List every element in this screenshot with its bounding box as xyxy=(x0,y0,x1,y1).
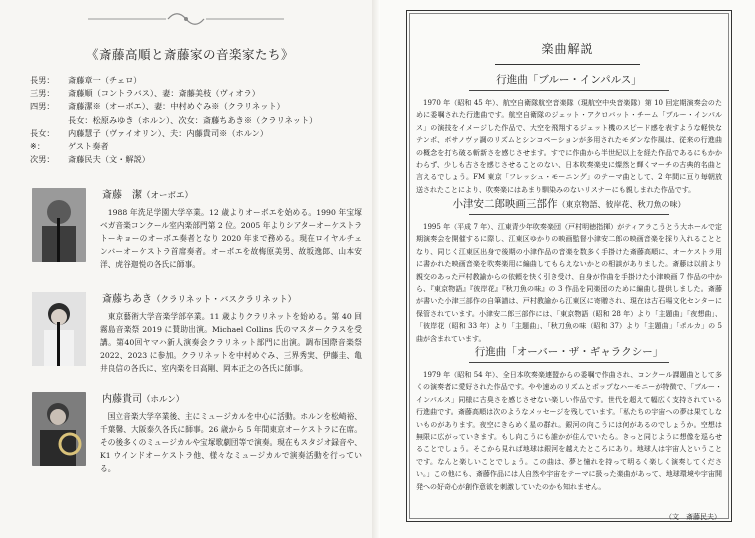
piece-text: 1995 年（平成 7 年）、江東青少年吹奏楽団（戸村明徳指揮）がティアラこうとう大ホールで定期演奏会を開催するに際し、江東区ゆかりの映画監督小津安二郎の映画音楽を採り入れることとなり、同じく江東区出身で後期の小津作品の音楽を数多く手掛けた斎藤高順に、オーケストラ用に書かれた映画音楽を吹奏楽用に編曲してもらえないかとの相談がありました。斎藤は以前より親交のあった戸村教諭からの依頼を快く引き受け、自身が作曲を手掛けた小津映画 7 作品の中から、『東京物語』『彼岸花』『秋刀魚の味』の 3 作品を同楽団のために編曲し提供しました。斎藤が書いた小津三部作の自筆譜は、戸村教諭から江東区に寄贈され、現在は古石場文化センターに保管されています。小津安二郎三部作には、「東京物語（昭和 28 年）より「主題曲」「夜想曲」、「彼岸花（昭和 33 年）より「主題曲」、「秋刀魚の味（昭和 37）より「主題曲」「ポルカ」の 5 曲が含まれています。 xyxy=(416,223,722,343)
piece-ozu-trilogy xyxy=(410,196,728,345)
author-signature: （文 斎藤民夫） xyxy=(665,513,721,521)
family-row: 次男： 斎藤民夫（文・解説） xyxy=(30,154,150,165)
title-rule xyxy=(469,362,669,363)
piece-text: 1970 年（昭和 45 年）、航空自衛隊航空音楽隊（現航空中央音楽隊）第 10 回定期演奏会のために委嘱された行進曲です。航空自衛隊のジェット・アクロバット・チーム「ブルー・インパルス」の演技をイメージした作品で、大空を飛翔するジェット機のスピード感を表すような軽快なテンポ、ボサノヴァ調のリズムとシンコペーションが多用されたモダンな作風は、従来の行進曲の概念を打ち破る斬新さを感じさせます。すでに作曲から半世紀以上を経た作品であるにもかかわらず、少しも古さを感じさせることのない、日本吹奏楽史に燦然と輝くマーチの古典的名曲と言えるでしょう。FM 東京「フレッシュ・モーニング」のテーマ曲として、2 年間に亘り毎朝放送されたことにより、吹奏楽にはあまり馴染みのないリスナーにも親しまれた作品です。 xyxy=(416,99,722,194)
piece-title: 小津安二郎映画三部作（東京物語、彼岸花、秋刀魚の味） xyxy=(452,198,686,210)
bio-text: 1988 年洗足学園大学卒業。12 歳よりオーボエを始める。1990 年宝塚ベガ音楽コンクール室内楽部門第 2 位。2005 年よりシアターオーケストラトーキョーのオーボエ奏者となり 2020 年まで務める。現在ロイヤルチェンバーオーケストラ首席奏者。オーボエを故梅原美男、故坂逸郎、山本安洋、虎谷迦悦の各氏に師事。 xyxy=(100,208,362,269)
family-row: 長女：松原みゆき（ホルン）、次女：斎藤ちあき※（クラリネット） xyxy=(68,114,318,125)
top-ornament xyxy=(86,12,286,26)
piece-over-the-galaxy xyxy=(410,344,728,493)
book-gutter xyxy=(372,0,380,538)
family-row: 長男： 斎藤章一（チェロ） xyxy=(30,75,142,85)
bio-name: 斎藤ちあき（クラリネット・バスクラリネット） xyxy=(102,294,297,305)
family-row: 三男： 斎藤順（コントラバス）、妻：斎藤美枝（ヴィオラ） xyxy=(30,88,260,99)
page-title: 《斎藤高順と斎藤家の音楽家たち》 xyxy=(85,47,294,62)
horn-player-photo xyxy=(32,392,86,466)
piece-text: 1979 年（昭和 54 年）、全日本吹奏楽連盟からの委嘱で作曲され、コンクール課題曲として多くの演奏者に愛好された作品です。やや速めのリズムとポップなハーモニーが特徴で、「ブルー・インパルス」同様に古臭さを感じさせない楽しい作品です。世代を超えて幅広く支持されている行進曲です。斎藤高順は次のようなメッセージを残しています。「私たちの宇宙への夢は果てしないものがあります。夜空にきらめく星の群れ。銀河の向こうには何があるのでしょうか。空想は無限に広がっていきます。もし向こうにも誰かが住んでいたら。きっと同じように想像を巡らせることでしょう。そこから見れば地球は銀河を越えたところにあり。地球人は宇宙人ということです。なんと楽しいことでしょう。この曲は、夢と憧れを持って明るく楽しく演奏してください。」この他にも、斎藤作品には人自然や宇宙をテーマに扱った楽曲があって、地球環境や宇宙開発への好奇心が創作意欲を刺激していたのかも知れません。 xyxy=(416,371,722,491)
bio-text: 国立音楽大学卒業後、主にミュージカルを中心に活動。ホルンを松崎裕、千葉馨、大阪泰久各氏に師事。26 歳から 5 年間東京オーケストラに在席。その後多くのミュージカルや宝塚歌劇団等で演奏。現在もスタジオ録音や、K1 ウインドオーケストラ他、様々なミュージカルで演奏活動を行っている。 xyxy=(100,412,362,473)
piece-title: 行進曲「ブルー・インパルス」 xyxy=(496,74,642,86)
piece-title: 行進曲「オーバー・ザ・ギャラクシー」 xyxy=(474,346,664,358)
bio-name: 内藤貴司（ホルン） xyxy=(102,394,185,405)
oboe-player-photo xyxy=(32,188,86,262)
title-rule xyxy=(469,214,669,215)
piece-blue-impulse xyxy=(410,72,728,196)
clarinet-player-photo xyxy=(32,292,86,366)
left-page xyxy=(0,0,372,538)
heading-rule xyxy=(495,64,640,65)
bio-name: 斎藤 潔（オーボエ） xyxy=(102,190,194,201)
family-row: ※： ゲスト奏者 xyxy=(30,141,109,152)
section-heading: 楽曲解説 xyxy=(541,42,594,56)
right-page xyxy=(380,0,755,538)
family-list xyxy=(30,74,350,166)
bio-text: 東京藝術大学音楽学部卒業。11 歳よりクラリネットを始める。第 40 回霧島音楽祭 2019 に賛助出演。Michael Collins 氏のマスタークラスを受講。第40回ヤマハ新人演奏会クラリネット部門に出演。調布国際音楽祭 2022、2023 に参加。クラリネットを中村めぐみ、三界秀実、伊藤圭、亀井良信の各氏に、室内楽を日高剛、岡本正之の各氏に師事。 xyxy=(100,312,362,373)
title-rule xyxy=(469,90,669,91)
family-row: 四男： 斎藤潔※（オーボエ）、妻：中村めぐみ※（クラリネット） xyxy=(30,101,285,112)
family-row: 長女： 内藤慧子（ヴァイオリン）、夫：内藤貴司※（ホルン） xyxy=(30,127,269,138)
